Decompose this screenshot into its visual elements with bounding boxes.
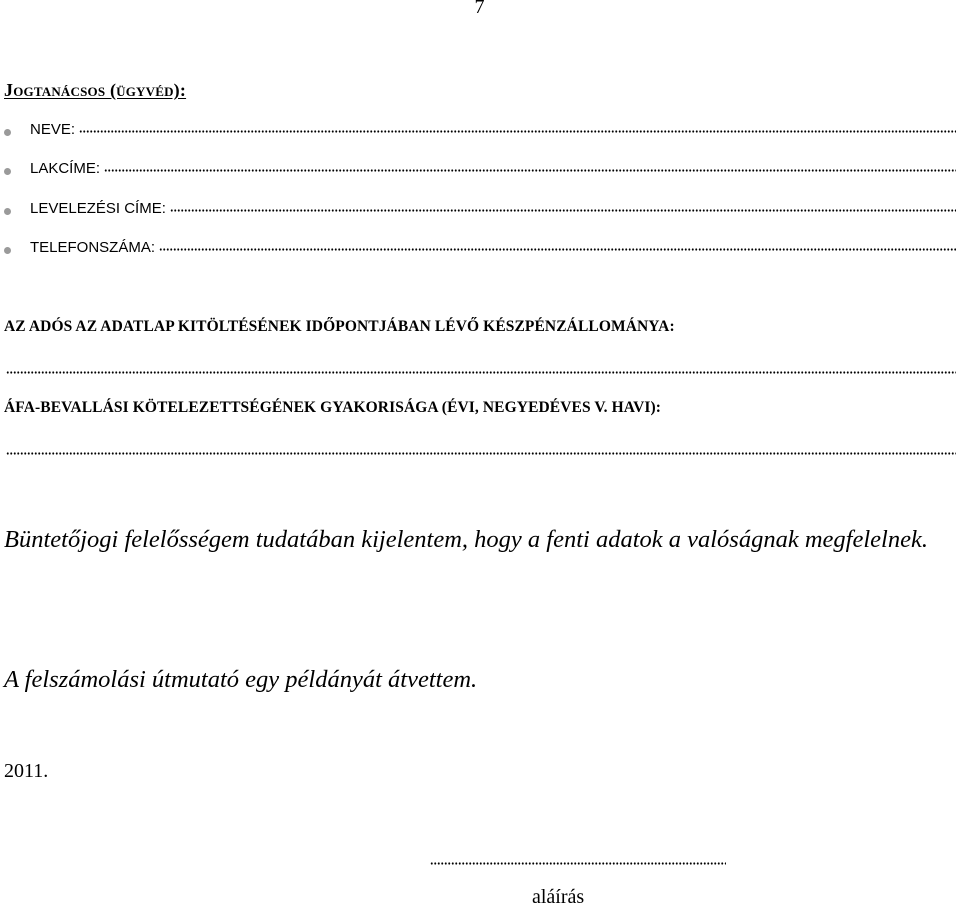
- bullet-icon: [4, 208, 11, 215]
- dotted-fill-line: [170, 209, 956, 212]
- lawyer-address-field[interactable]: [0, 160, 956, 182]
- dotted-fill-line: [104, 169, 956, 172]
- bullet-icon: [4, 129, 11, 136]
- signature-line[interactable]: [430, 862, 726, 865]
- lawyer-name-field[interactable]: [0, 121, 956, 143]
- vat-frequency-heading: ÁFA-BEVALLÁSI KÖTELEZETTSÉGÉNEK GYAKORISÁGA (ÉVI, NEGYEDÉVES V. HAVI):: [4, 399, 662, 416]
- field-label: LAKCÍME:: [30, 160, 101, 177]
- lawyer-section-title: Jogtanácsos (ügyvéd):: [4, 80, 187, 100]
- lawyer-mailing-address-field[interactable]: [0, 200, 956, 222]
- receipt-statement: A felszámolási útmutató egy példányát átvettem.: [4, 666, 478, 693]
- dotted-fill-line: [159, 248, 956, 251]
- signature-label: aláírás: [532, 886, 585, 908]
- field-label: TELEFONSZÁMA:: [30, 239, 156, 256]
- date-field[interactable]: 2011.: [4, 760, 49, 782]
- liability-declaration: Büntetőjogi felelősségem tudatában kijelentem, hogy a fenti adatok a valóságnak megfelelnek.: [4, 526, 928, 553]
- field-label: LEVELEZÉSI CÍME:: [30, 200, 166, 217]
- page-number: 7: [474, 0, 485, 18]
- bullet-icon: [4, 247, 11, 254]
- cash-balance-input-line[interactable]: [6, 371, 956, 374]
- vat-frequency-input-line[interactable]: [6, 452, 956, 455]
- bullet-icon: [4, 168, 11, 175]
- field-label: NEVE:: [30, 121, 76, 138]
- cash-balance-heading: AZ ADÓS AZ ADATLAP KITÖLTÉSÉNEK IDŐPONTJÁBAN LÉVŐ KÉSZPÉNZÁLLOMÁNYA:: [4, 318, 675, 335]
- lawyer-phone-field[interactable]: [0, 239, 956, 261]
- dotted-fill-line: [79, 130, 956, 133]
